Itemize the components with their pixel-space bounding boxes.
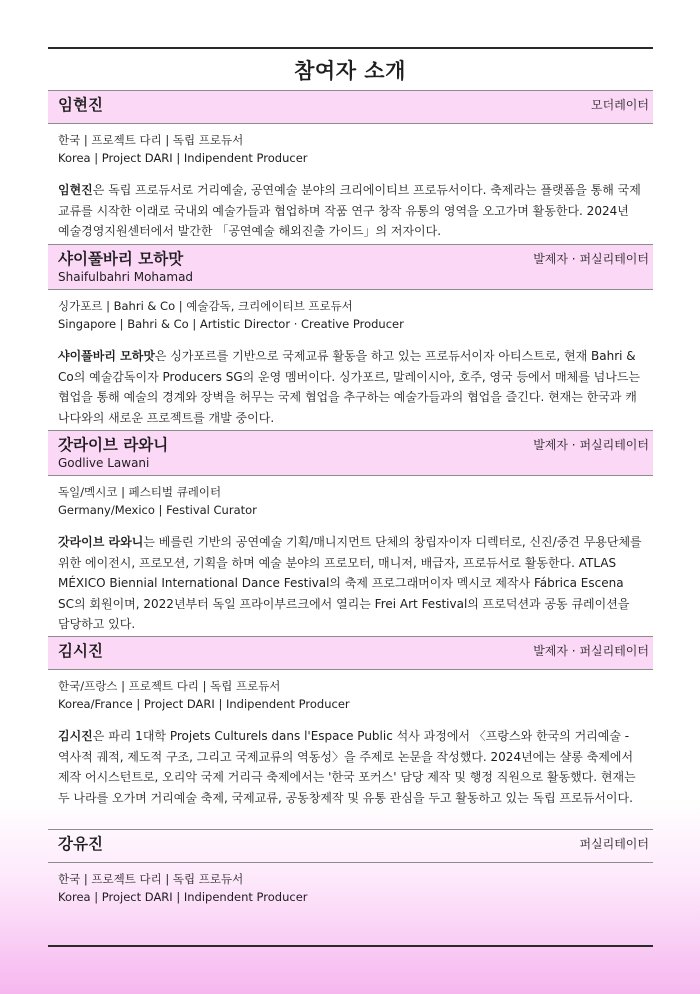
participant-bio bbox=[48, 713, 653, 808]
affiliation-korean: 한국 | 프로젝트 다리 | 독립 프로듀서 bbox=[58, 133, 244, 147]
affiliation-korean: 독일/멕시코 | 페스티벌 큐레이터 bbox=[58, 485, 222, 499]
participant-bio bbox=[48, 333, 653, 428]
participant-english-name: Shaifulbahri Mohamad bbox=[58, 270, 194, 284]
top-rule bbox=[48, 47, 653, 49]
participant-name: 강유진 bbox=[58, 835, 103, 853]
bio-text: 은 독립 프로듀서로 거리예술, 공연예술 분야의 크리에이티브 프로듀서이다. 축제라는 플랫폼을 통해 국제교류를 시작한 이래로 국내외 예술가들과 협업하며 작품 연구 창작 유통의 영역을 오고가며 활동한다. 2024년 예술경영지원센터에서 발간한 「공연예술 해외진출 가이드」의 저자이다. bbox=[58, 183, 641, 238]
participant-section bbox=[48, 90, 653, 242]
participant-bio bbox=[48, 519, 653, 635]
affiliation-english: Korea/France | Project DARI | Indipendent Producer bbox=[58, 696, 350, 711]
participant-name: 임현진 bbox=[58, 96, 103, 114]
bio-text: 은 파리 1대학 Projets Culturels dans l'Espace Public 석사 과정에서 〈프랑스와 한국의 거리예술 - 역사적 궤적, 제도적 구조, 그리고 국제교류의 역동성〉을 주제로 논문을 작성했다. 2024년에는 샬롱 축제에서 제작 어시스턴트로, 오리악 국제 거리극 축제에서는 '한국 포커스' 담당 제작 및 행정 직원으로 활동했다. 현재는 두 나라를 오가며 거리예술 축제, 국제교류, 공동창제작 및 유통 관심을 두고 활동하고 있는 독립 프로듀서이다. bbox=[58, 729, 636, 805]
participant-role: 모더레이터 bbox=[591, 98, 649, 112]
name-bar bbox=[48, 636, 653, 670]
participant-section bbox=[48, 829, 653, 906]
affiliation-korean: 한국 | 프로젝트 다리 | 독립 프로듀서 bbox=[58, 872, 244, 886]
participant-english-name: Godlive Lawani bbox=[58, 456, 150, 470]
affiliation-korean: 싱가포르 | Bahri & Co | 예술감독, 크리에이티브 프로듀서 bbox=[58, 299, 353, 313]
bio-name: 갓라이브 라와니 bbox=[58, 535, 144, 549]
participant-section bbox=[48, 430, 653, 635]
participant-role: 발제자 · 퍼실리테이터 bbox=[533, 438, 649, 452]
bio-name: 임현진 bbox=[58, 183, 93, 197]
bio-text: 는 베를린 기반의 공연예술 기획/매니지먼트 단체의 창립자이자 디렉터로, 신진/중견 무용단체를 위한 에이전시, 프로모션, 기획을 하며 예술 분야의 프로모터, 매니저, 배급자, 프로듀서로 활동한다. ATLAS MÉXICO Biennial International Dance Festival의 축제 프로그래머이자 멕시코 제작사 Fábrica Escena SC의 회원이며, 2022년부터 독일 프라이부르크에서 열리는 Frei Art Festival의 프로덕션과 공동 큐레이션을 담당하고 있다. bbox=[58, 535, 642, 631]
page-title: 참여자 소개 bbox=[294, 59, 406, 83]
participant-section bbox=[48, 244, 653, 428]
affiliation-korean: 한국/프랑스 | 프로젝트 다리 | 독립 프로듀서 bbox=[58, 679, 281, 693]
affiliation-english: Korea | Project DARI | Indipendent Producer bbox=[58, 889, 308, 904]
participant-name: 샤이풀바리 모하맛 bbox=[58, 250, 184, 268]
participant-affiliation bbox=[48, 670, 653, 713]
bottom-rule bbox=[48, 945, 653, 947]
participant-bio bbox=[48, 167, 653, 242]
participant-role: 발제자 · 퍼실리테이터 bbox=[533, 252, 649, 266]
participant-name: 갓라이브 라와니 bbox=[58, 436, 169, 454]
name-bar bbox=[48, 244, 653, 290]
bio-text: 은 싱가포르를 기반으로 국제교류 활동을 하고 있는 프로듀서이자 아티스트로, 현재 Bahri & Co의 예술감독이자 Producers SG의 운영 멤버이다. 싱가포르, 말레이시아, 호주, 영국 등에서 매체를 넘나드는 협업을 통해 예술의 경계와 장벽을 허무는 국제 협업을 추구하는 예술가들과의 협업을 즐긴다. 현재는 한국과 캐나다와의 새로운 프로젝트를 개발 중이다. bbox=[58, 349, 641, 425]
participant-affiliation bbox=[48, 124, 653, 167]
bio-name: 김시진 bbox=[58, 729, 93, 743]
name-bar bbox=[48, 90, 653, 124]
participant-name: 김시진 bbox=[58, 642, 103, 660]
affiliation-english: Germany/Mexico | Festival Curator bbox=[58, 502, 257, 517]
bio-name: 샤이풀바리 모하맛 bbox=[58, 349, 155, 363]
participant-affiliation bbox=[48, 863, 653, 906]
participant-section bbox=[48, 636, 653, 808]
participant-affiliation bbox=[48, 476, 653, 519]
affiliation-english: Korea | Project DARI | Indipendent Producer bbox=[58, 150, 308, 165]
affiliation-english: Singapore | Bahri & Co | Artistic Director · Creative Producer bbox=[58, 316, 404, 331]
participant-role: 발제자 · 퍼실리테이터 bbox=[533, 644, 649, 658]
name-bar bbox=[48, 829, 653, 863]
participant-role: 퍼실리테이터 bbox=[579, 837, 649, 851]
participant-affiliation bbox=[48, 290, 653, 333]
name-bar bbox=[48, 430, 653, 476]
